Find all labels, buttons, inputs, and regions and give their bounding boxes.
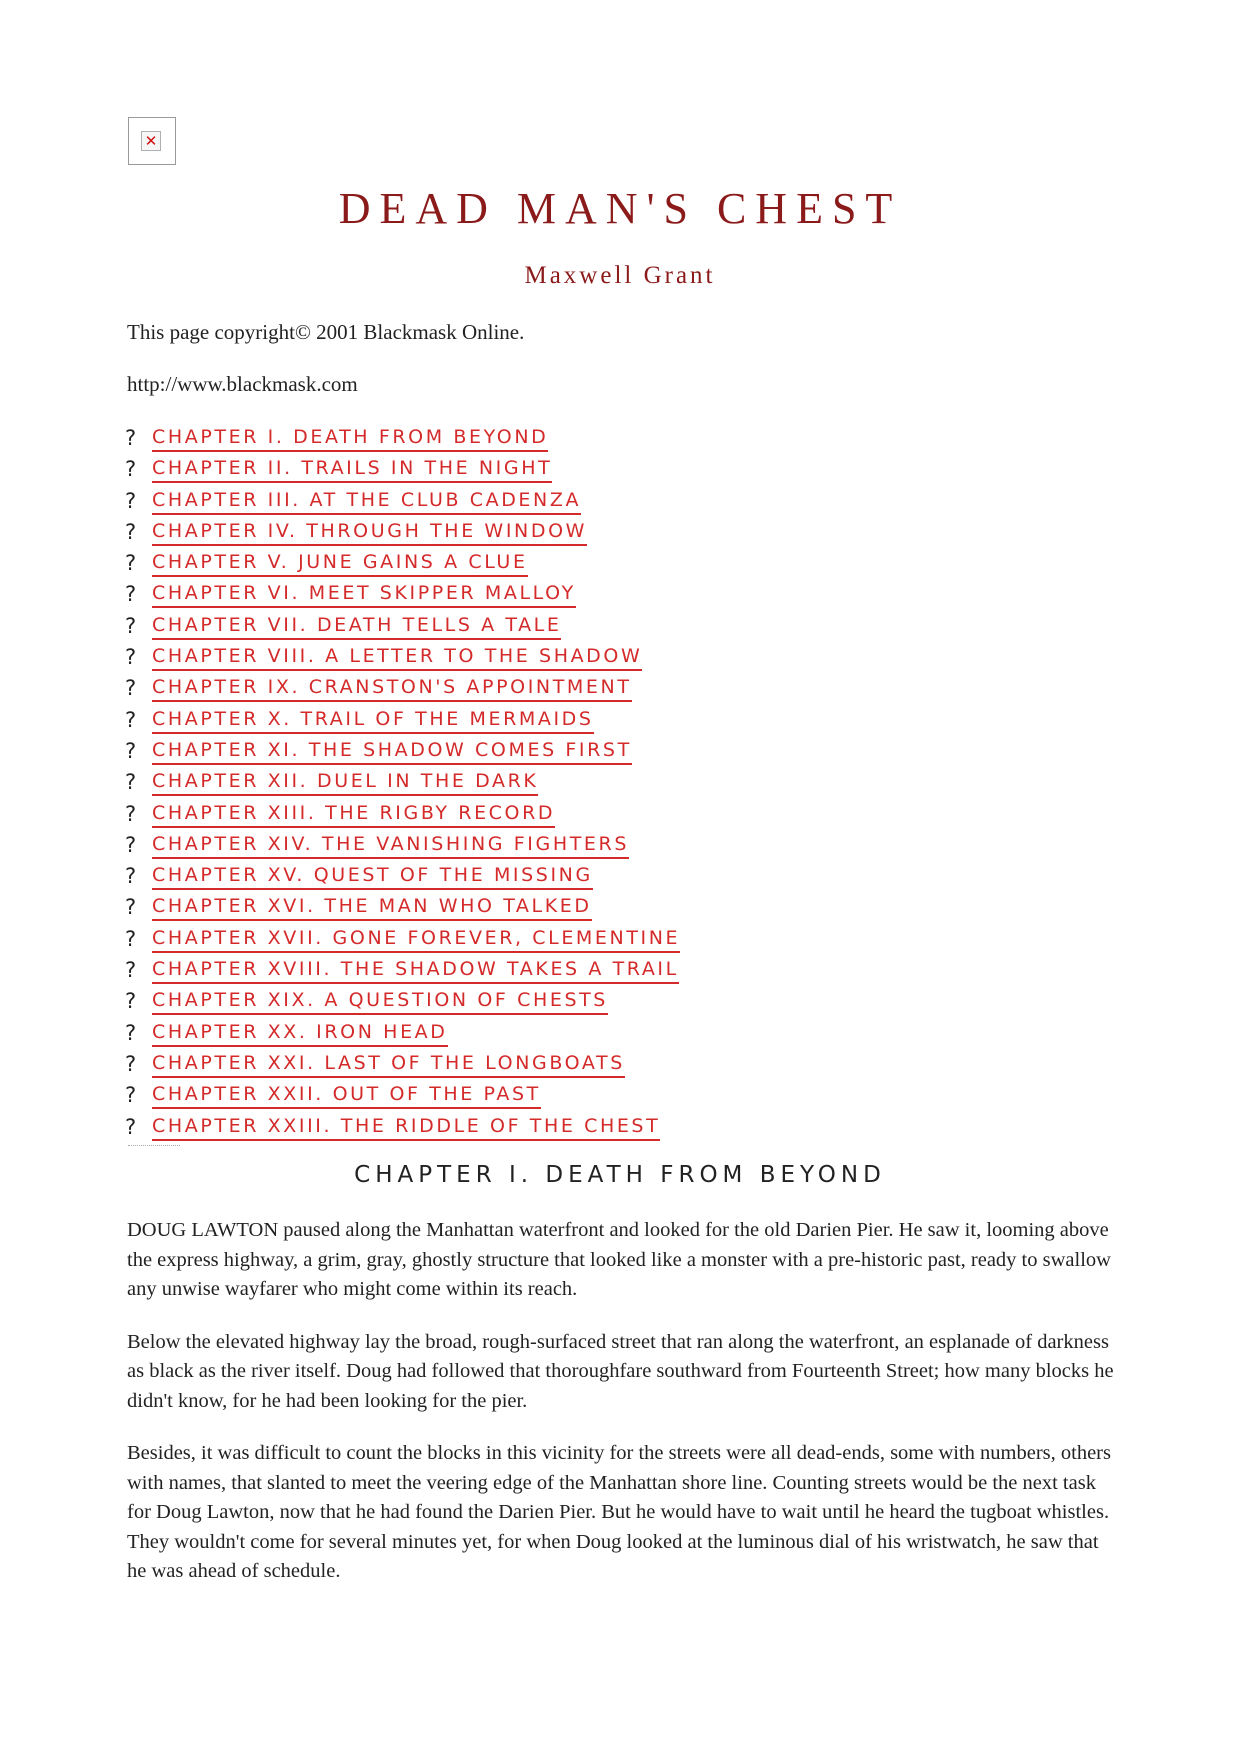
toc-bullet: ? bbox=[125, 426, 137, 450]
toc-link-chapter-23[interactable]: CHAPTER XXIII. THE RIDDLE OF THE CHEST bbox=[152, 1114, 660, 1141]
paragraph: DOUG LAWTON paused along the Manhattan waterfront and looked for the old Darien Pier. He saw it, looming above the express highway, a grim, gray, ghostly structure that looked like a monster with a pre-historic past, ready to swallow any unwise wayfarer who might come within its reach. bbox=[127, 1219, 1111, 1300]
site-url: http://www.blackmask.com bbox=[127, 372, 358, 396]
toc-link-chapter-22[interactable]: CHAPTER XXII. OUT OF THE PAST bbox=[152, 1082, 541, 1109]
toc-bullet: ? bbox=[125, 707, 137, 732]
table-of-contents bbox=[125, 425, 680, 1145]
toc-item bbox=[125, 644, 680, 675]
toc-item bbox=[125, 894, 680, 925]
toc-bullet: ? bbox=[125, 645, 137, 670]
toc-bullet: ? bbox=[125, 1083, 137, 1108]
toc-link-chapter-12[interactable]: CHAPTER XII. DUEL IN THE DARK bbox=[152, 769, 538, 796]
toc-item bbox=[125, 613, 680, 644]
toc-item bbox=[125, 519, 680, 550]
toc-bullet: ? bbox=[125, 864, 137, 889]
toc-link-chapter-20[interactable]: CHAPTER XX. IRON HEAD bbox=[152, 1020, 448, 1047]
toc-item bbox=[125, 988, 680, 1019]
toc-link-chapter-4[interactable]: CHAPTER IV. THROUGH THE WINDOW bbox=[152, 519, 587, 546]
toc-link-chapter-2[interactable]: CHAPTER II. TRAILS IN THE NIGHT bbox=[152, 456, 552, 483]
toc-bullet: ? bbox=[125, 613, 137, 638]
toc-bullet: ? bbox=[125, 958, 137, 983]
toc-link-chapter-13[interactable]: CHAPTER XIII. THE RIGBY RECORD bbox=[152, 801, 555, 828]
toc-link-chapter-5[interactable]: CHAPTER V. JUNE GAINS A CLUE bbox=[152, 550, 528, 577]
chapter-heading: CHAPTER I. DEATH FROM BEYOND bbox=[354, 1162, 886, 1188]
toc-link-chapter-1[interactable]: CHAPTER I. DEATH FROM BEYOND bbox=[152, 425, 548, 452]
toc-item bbox=[125, 581, 680, 612]
toc-link-chapter-6[interactable]: CHAPTER VI. MEET SKIPPER MALLOY bbox=[152, 581, 576, 608]
broken-image-icon: ✕ bbox=[141, 131, 161, 151]
toc-bullet: ? bbox=[125, 895, 137, 920]
toc-link-chapter-11[interactable]: CHAPTER XI. THE SHADOW COMES FIRST bbox=[152, 738, 632, 765]
toc-item bbox=[125, 1082, 680, 1113]
toc-link-chapter-14[interactable]: CHAPTER XIV. THE VANISHING FIGHTERS bbox=[152, 832, 629, 859]
toc-item bbox=[125, 675, 680, 706]
toc-item bbox=[125, 1114, 680, 1145]
toc-bullet: ? bbox=[125, 1114, 137, 1139]
toc-item bbox=[125, 707, 680, 738]
toc-item bbox=[125, 456, 680, 487]
book-title: DEAD MAN'S CHEST bbox=[338, 184, 902, 233]
toc-link-chapter-19[interactable]: CHAPTER XIX. A QUESTION OF CHESTS bbox=[152, 988, 608, 1015]
toc-item bbox=[125, 1020, 680, 1051]
toc-link-chapter-9[interactable]: CHAPTER IX. CRANSTON'S APPOINTMENT bbox=[152, 675, 632, 702]
toc-link-chapter-7[interactable]: CHAPTER VII. DEATH TELLS A TALE bbox=[152, 613, 561, 640]
toc-item bbox=[125, 769, 680, 800]
toc-link-chapter-17[interactable]: CHAPTER XVII. GONE FOREVER, CLEMENTINE bbox=[152, 926, 680, 953]
toc-bullet: ? bbox=[125, 738, 137, 763]
section-divider bbox=[128, 1145, 180, 1149]
toc-link-chapter-3[interactable]: CHAPTER III. AT THE CLUB CADENZA bbox=[152, 488, 581, 515]
toc-bullet: ? bbox=[125, 676, 137, 701]
chapter-body bbox=[127, 1216, 1117, 1610]
toc-bullet: ? bbox=[125, 989, 137, 1014]
toc-item bbox=[125, 926, 680, 957]
toc-item bbox=[125, 801, 680, 832]
toc-bullet: ? bbox=[125, 1020, 137, 1045]
toc-bullet: ? bbox=[125, 770, 137, 795]
paragraph: Besides, it was difficult to count the blocks in this vicinity for the streets were all dead-ends, some with numbers, others with names, that slanted to meet the veering edge of the Manhattan shore line. Counting streets would be the next task for Doug Lawton, now that he had found the Darien Pier. But he would have to wait until he heard the tugboat whistles. They wouldn't come for several minutes yet, for when Doug looked at the luminous dial of his wristwatch, he saw that he was ahead of schedule. bbox=[127, 1442, 1111, 1582]
book-author: Maxwell Grant bbox=[524, 262, 716, 289]
toc-bullet: ? bbox=[125, 926, 137, 951]
copyright-notice: This page copyright© 2001 Blackmask Online. bbox=[127, 320, 525, 344]
toc-link-chapter-15[interactable]: CHAPTER XV. QUEST OF THE MISSING bbox=[152, 863, 593, 890]
toc-bullet: ? bbox=[125, 582, 137, 607]
toc-item bbox=[125, 863, 680, 894]
toc-link-chapter-16[interactable]: CHAPTER XVI. THE MAN WHO TALKED bbox=[152, 894, 592, 921]
toc-bullet: ? bbox=[125, 551, 137, 576]
toc-bullet: ? bbox=[125, 519, 137, 544]
toc-bullet: ? bbox=[125, 457, 137, 482]
toc-item bbox=[125, 425, 680, 456]
toc-link-chapter-8[interactable]: CHAPTER VIII. A LETTER TO THE SHADOW bbox=[152, 644, 642, 671]
toc-item bbox=[125, 832, 680, 863]
toc-bullet: ? bbox=[125, 832, 137, 857]
toc-item bbox=[125, 488, 680, 519]
toc-bullet: ? bbox=[125, 488, 137, 513]
toc-link-chapter-10[interactable]: CHAPTER X. TRAIL OF THE MERMAIDS bbox=[152, 707, 594, 734]
toc-bullet: ? bbox=[125, 801, 137, 826]
broken-image-placeholder bbox=[128, 117, 176, 165]
paragraph: Below the elevated highway lay the broad, rough-surfaced street that ran along the waterfront, an esplanade of darkness as black as the river itself. Doug had followed that thoroughfare southward from Fourteenth Street; how many blocks he didn't know, for he had been looking for the pier. bbox=[127, 1330, 1114, 1412]
toc-item bbox=[125, 1051, 680, 1082]
toc-bullet: ? bbox=[125, 1051, 137, 1076]
toc-item bbox=[125, 550, 680, 581]
toc-link-chapter-21[interactable]: CHAPTER XXI. LAST OF THE LONGBOATS bbox=[152, 1051, 625, 1078]
toc-item bbox=[125, 738, 680, 769]
toc-link-chapter-18[interactable]: CHAPTER XVIII. THE SHADOW TAKES A TRAIL bbox=[152, 957, 679, 984]
toc-item bbox=[125, 957, 680, 988]
